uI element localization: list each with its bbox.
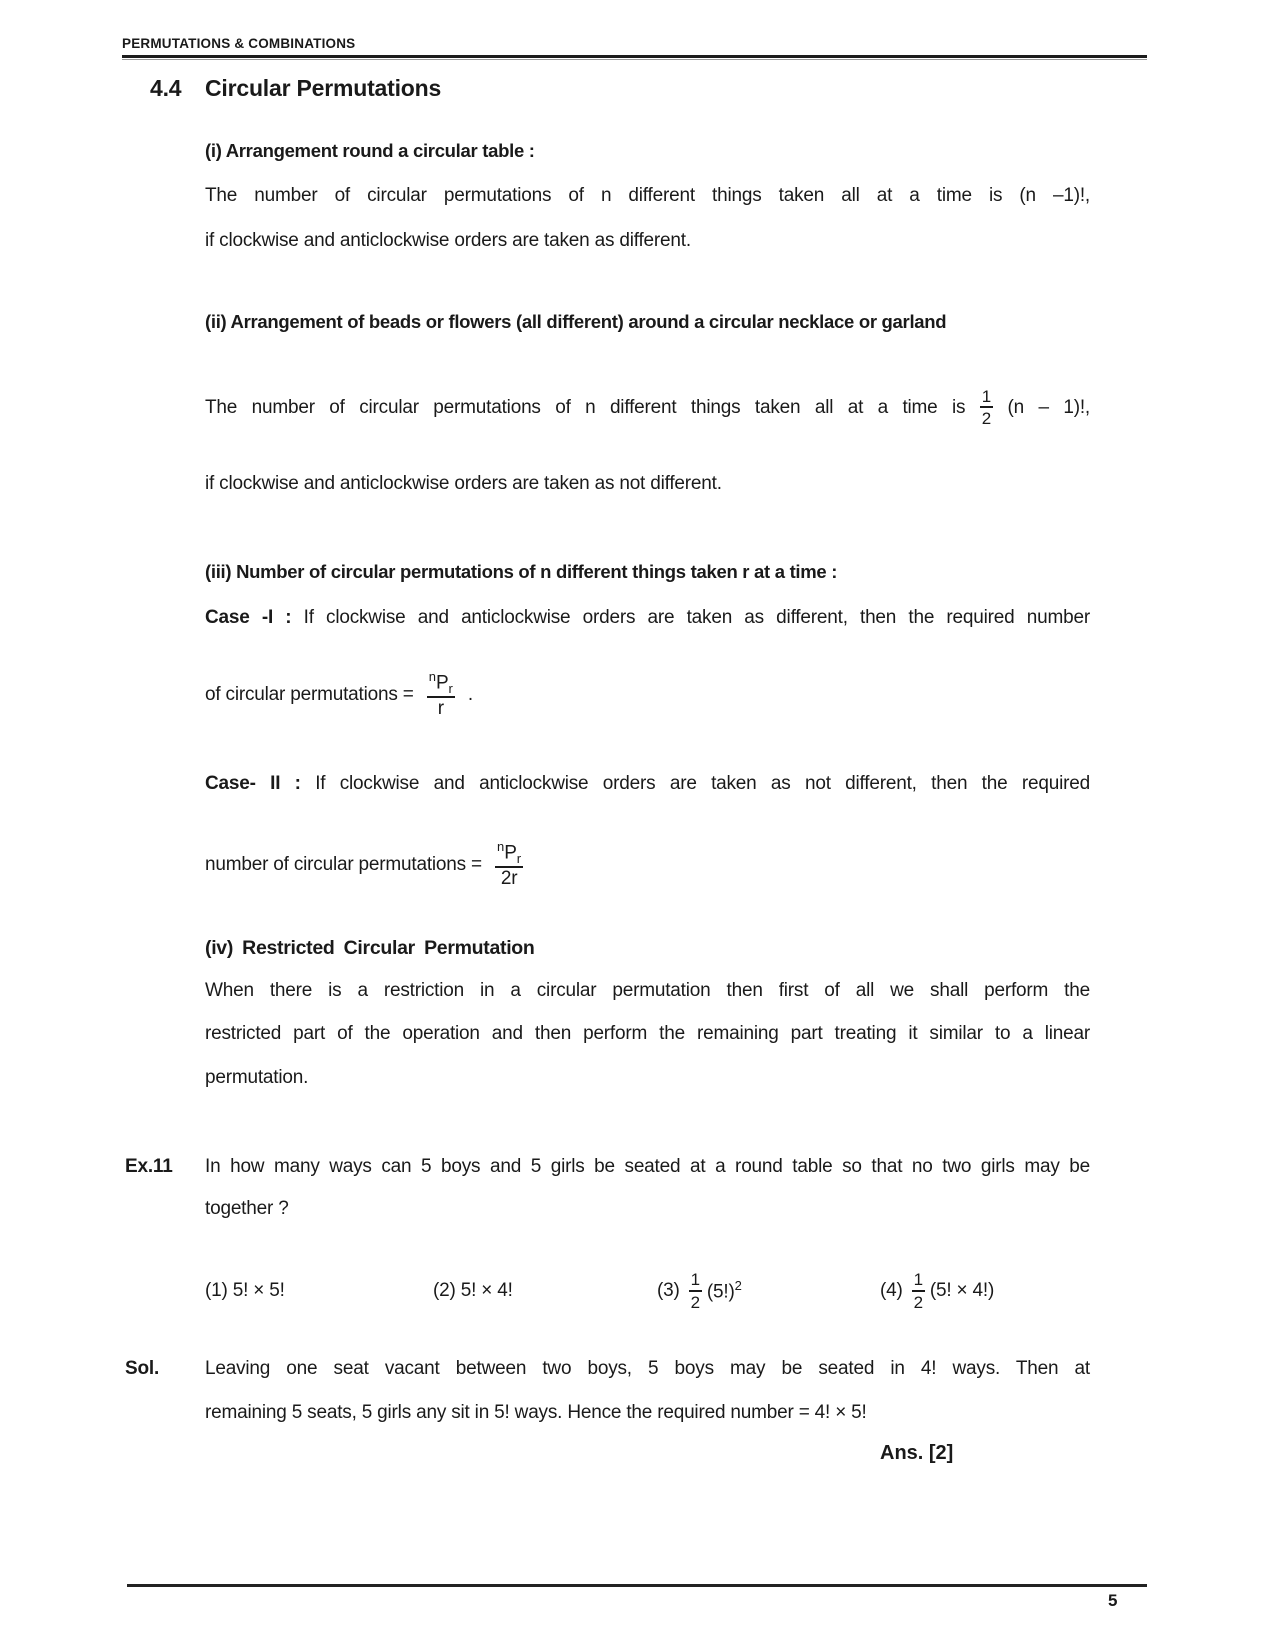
subsection-iv-line1: When there is a restriction in a circular permutation then first of all we shall perform the bbox=[205, 980, 1090, 1001]
option-3-fraction: $\frac{1}{2}$ bbox=[690, 1269, 700, 1312]
case-1-formula-pre: of circular permutations = bbox=[205, 684, 414, 705]
page-number: 5 bbox=[1108, 1591, 1118, 1610]
subsection-iv-line3: permutation. bbox=[205, 1067, 309, 1088]
subsection-ii-heading: (ii) Arrangement of beads or flowers (all different) around a circular necklace or garland bbox=[205, 311, 947, 332]
subsection-iv-line2: restricted part of the operation and then perform the remaining part treating it similar to a linear bbox=[205, 1023, 1090, 1044]
subsection-ii-line1-text: The number of circular permutations of n different things taken all at a time is bbox=[205, 397, 966, 418]
npr-over-2r-fraction: $\frac{^nP_r}{2r}$ bbox=[497, 838, 522, 890]
subsection-ii-line1-tail: (n – 1)!, bbox=[1007, 397, 1090, 418]
solution-line2: remaining 5 seats, 5 girls any sit in 5! ways. Hence the required number = 4! × 5! bbox=[205, 1402, 867, 1423]
section-number: 4.4 bbox=[150, 75, 182, 101]
option-2: (2) 5! × 4! bbox=[433, 1280, 513, 1301]
solution-label: Sol. bbox=[125, 1358, 160, 1379]
subsection-i-heading: (i) Arrangement round a circular table : bbox=[205, 140, 535, 161]
subsection-ii-line1 bbox=[205, 380, 1090, 436]
subsection-ii-line2: if clockwise and anticlockwise orders are taken as not different. bbox=[205, 473, 722, 494]
case-1-label: Case -I : bbox=[205, 607, 292, 628]
subsection-iv-heading: (iv) Restricted Circular Permutation bbox=[205, 937, 535, 959]
option-3: (3) $\frac{1}{2}$ $(5!)^2$ bbox=[657, 1269, 742, 1312]
case-2-formula-pre: number of circular permutations = bbox=[205, 854, 482, 875]
option-4-fraction: $\frac{1}{2}$ bbox=[913, 1269, 923, 1312]
example-line2: together ? bbox=[205, 1198, 289, 1219]
answer-text: Ans. [2] bbox=[880, 1442, 954, 1464]
page-header-title: PERMUTATIONS & COMBINATIONS bbox=[122, 36, 356, 51]
section-heading bbox=[150, 75, 441, 102]
case-1-formula bbox=[205, 657, 473, 733]
one-half-fraction: $\frac{1}{2}$ bbox=[981, 386, 992, 429]
section-title: Circular Permutations bbox=[205, 75, 442, 101]
case-2-text: If clockwise and anticlockwise orders are taken as not different, then the required bbox=[315, 773, 1090, 794]
header-rule bbox=[122, 55, 1147, 60]
example-line1: In how many ways can 5 boys and 5 girls be seated at a round table so that no two girls may be bbox=[205, 1156, 1090, 1177]
footer-rule bbox=[127, 1584, 1147, 1587]
example-label: Ex.11 bbox=[125, 1156, 173, 1177]
npr-over-r-fraction: $\frac{^nP_r}{r}$ bbox=[428, 668, 453, 720]
case-2-label: Case- II : bbox=[205, 773, 301, 794]
option-4: (4) $\frac{1}{2}$ (5! × 4!) bbox=[880, 1269, 995, 1312]
solution-line1: Leaving one seat vacant between two boys, 5 boys may be seated in 4! ways. Then at bbox=[205, 1358, 1090, 1379]
subsection-i-line1: The number of circular permutations of n different things taken all at a time is (n –1)!, bbox=[205, 185, 1090, 206]
subsection-i-line2: if clockwise and anticlockwise orders are taken as different. bbox=[205, 230, 691, 251]
case-1-text: If clockwise and anticlockwise orders are taken as different, then the required number bbox=[303, 607, 1090, 628]
subsection-iii-heading: (iii) Number of circular permutations of n different things taken r at a time : bbox=[205, 561, 838, 582]
case-2-line bbox=[205, 772, 1090, 795]
case-1-line bbox=[205, 606, 1090, 629]
case-2-formula bbox=[205, 827, 523, 903]
case-1-formula-period: . bbox=[467, 684, 473, 705]
option-1: (1) 5! × 5! bbox=[205, 1280, 285, 1301]
